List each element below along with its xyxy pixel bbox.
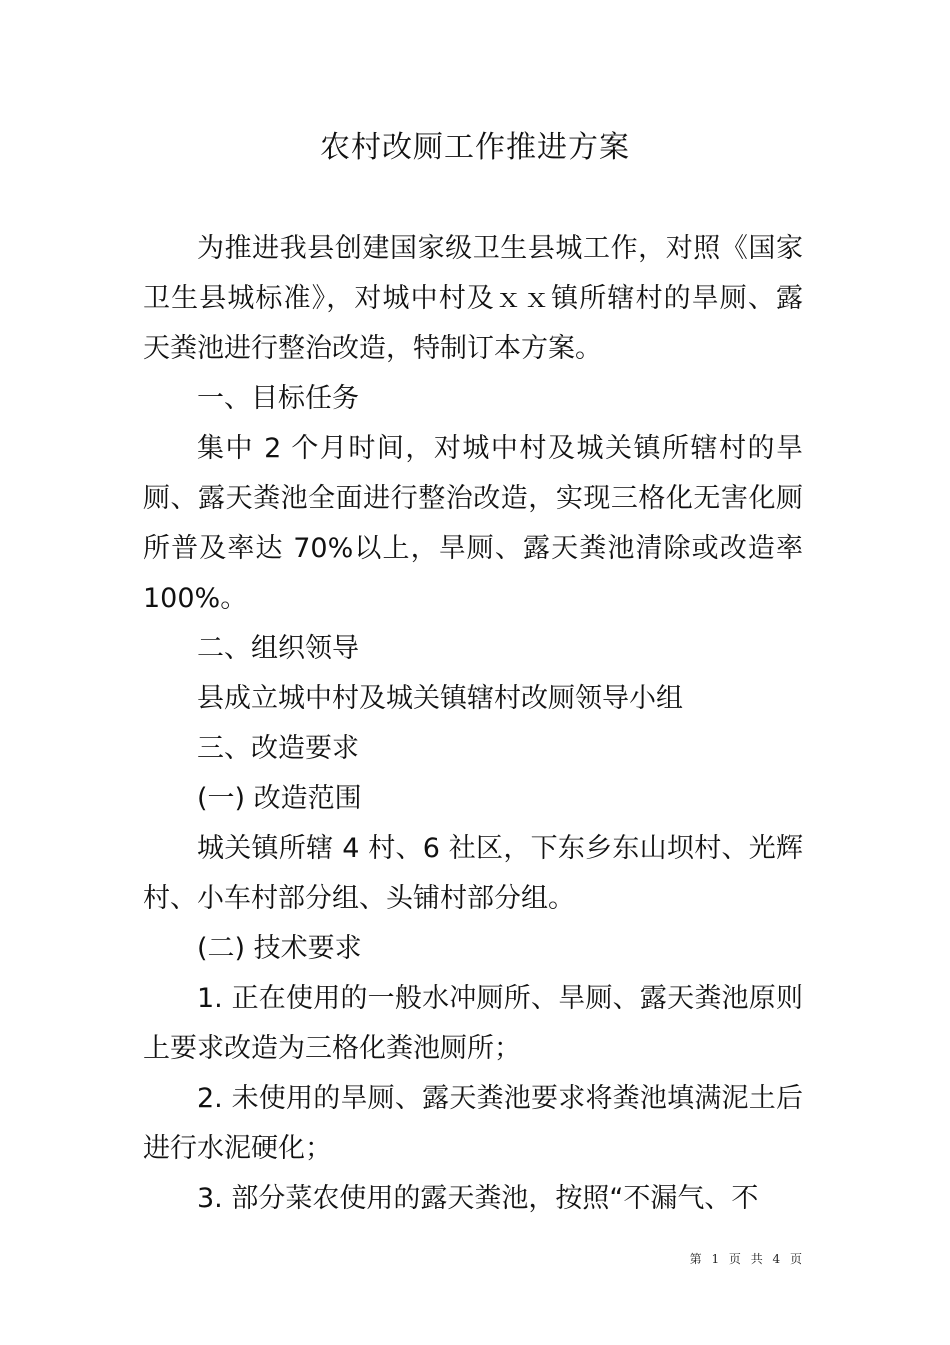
document-body [143, 224, 803, 1224]
section-heading-requirements: 三、改造要求 [197, 733, 359, 764]
technical-item-2: 2. 未使用的旱厕、露天粪池要求将粪池填满泥土后进行水泥硬化； [143, 1083, 803, 1164]
goals-paragraph: 集中 2 个月时间，对城中村及城关镇所辖村的旱厕、露天粪池全面进行整治改造，实现三格化无害化厕所普及率达 70%以上，旱厕、露天粪池清除或改造率 100%。 [143, 433, 803, 614]
subsection-heading-scope: (一) 改造范围 [197, 783, 362, 814]
scope-paragraph: 城关镇所辖 4 村、6 社区，下东乡东山坝村、光辉村、小车村部分组、头铺村部分组。 [143, 833, 803, 914]
section-heading-leadership: 二、组织领导 [197, 633, 359, 664]
technical-item-1: 1. 正在使用的一般水冲厕所、旱厕、露天粪池原则上要求改造为三格化粪池厕所； [143, 983, 803, 1064]
technical-item-3: 3. 部分菜农使用的露天粪池，按照“不漏气、不 [197, 1183, 759, 1214]
document-title: 农村改厕工作推进方案 [320, 130, 630, 165]
subsection-heading-technical: (二) 技术要求 [197, 933, 362, 964]
leadership-paragraph: 县成立城中村及城关镇辖村改厕领导小组 [197, 683, 683, 714]
section-heading-goals: 一、目标任务 [197, 383, 359, 414]
page-number-footer: 第 1 页 共 4 页 [689, 1252, 805, 1266]
intro-paragraph: 为推进我县创建国家级卫生县城工作，对照《国家卫生县城标准》，对城中村及ｘｘ镇所辖村的旱厕、露天粪池进行整治改造，特制订本方案。 [143, 233, 803, 364]
